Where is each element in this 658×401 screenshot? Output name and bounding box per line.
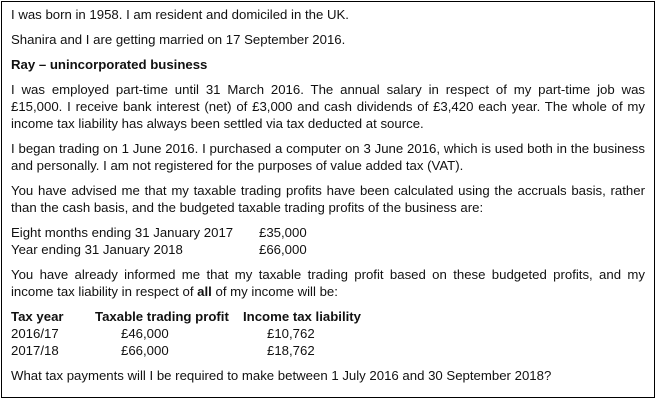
table-cell: £18,762 [267,343,315,358]
text-segment: You have already informed me that my taxable trading profit based on these budgeted profits, and my income tax liability in respect of [11,267,645,299]
table-row [11,325,645,342]
budget-period-label: Year ending 31 January 2018 [11,242,183,257]
list-item [11,241,645,258]
text-segment: of my income will be: [211,284,338,299]
paragraph-tax-liability [11,266,645,300]
paragraph-marriage: Shanira and I are getting married on 17 September 2016. [11,32,346,47]
table-cell: £10,762 [267,326,315,341]
column-header-income-tax: Income tax liability [243,309,361,324]
list-item [11,224,645,241]
column-header-trading-profit: Taxable trading profit [95,309,229,324]
paragraph-question: What tax payments will I be required to make between 1 July 2016 and 30 September 2018? [11,368,552,383]
table-cell: 2016/17 [11,326,59,341]
paragraph-trading-start: I began trading on 1 June 2016. I purchased a computer on 3 June 2016, which is used both in the business and personally. I am not registered for the purposes of value added tax (VAT). [11,141,645,173]
table-cell: £66,000 [121,343,169,358]
section-heading: Ray – unincorporated business [11,57,208,72]
budget-period-value: £35,000 [259,225,307,240]
budget-period-value: £66,000 [259,242,307,257]
table-header-row [11,308,645,325]
paragraph-birth: I was born in 1958. I am resident and domiciled in the UK. [11,7,349,22]
budget-period-label: Eight months ending 31 January 2017 [11,225,234,240]
table-row [11,342,645,359]
table-cell: 2017/18 [11,343,59,358]
budget-list [11,224,645,258]
emphasis-all: all [197,284,212,299]
column-header-tax-year: Tax year [11,309,64,324]
paragraph-accruals: You have advised me that my taxable trading profits have been calculated using the accruals basis, rather than the cash basis, and the budgeted taxable trading profits of the business are: [11,183,645,215]
paragraph-employment: I was employed part-time until 31 March 2016. The annual salary in respect of my part-time job was £15,000. I receive bank interest (net) of £3,000 and cash dividends of £3,420 each year. The whole of my income tax liability has always been settled via tax deducted at source. [11,82,645,131]
scenario-box [1,1,655,398]
table-cell: £46,000 [121,326,169,341]
tax-table [11,308,645,359]
